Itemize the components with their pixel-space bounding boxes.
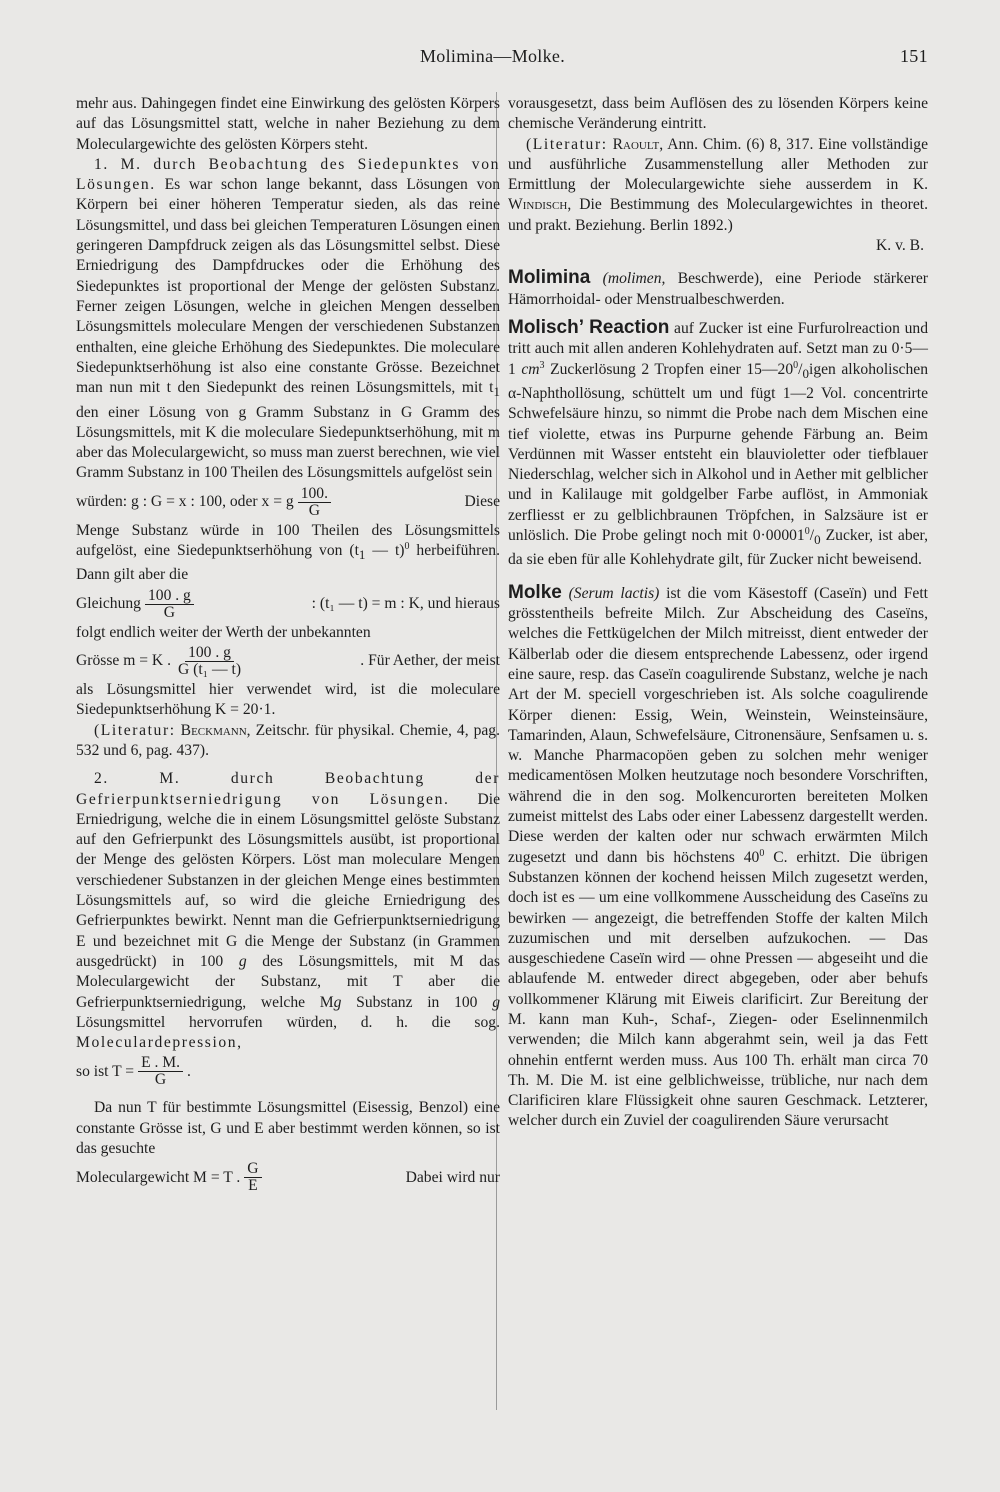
paragraph-gefrierpunkt: 2. M. durch Beobachtung der Gefrierpunktserniedrigung von Lösungen. Die Erniedrigung, welche die in einem Lösungsmittel gelöste Substanz auf den Gefrierpunkt des Lösungsmittels ausübt, ist proportional der Menge des gelösten Körpers. Löst man moleculare Mengen verschiedener Substanzen in der gleichen Menge eines bestimmten Lösungsmittels auf, so wird die gleiche Erniedrigung des Gefrierpunktes bewirkt. Nennt man die Gefrierpunktserniedrigung E und bezeichnet mit G die Menge der Substanz (in Grammen ausgedrückt) in 100 g des Lösungsmittels, mit M das Moleculargewicht der Substanz, mit T aber die Gefrierpunktserniedrigung, welche Mg Substanz in 100 g Lösungsmittel hervorrufen würden, d. h. die sog. Moleculardepression, (76, 770, 501, 1052)
paragraph-vorausgesetzt: vorausgesetzt, dass beim Auflösen des zu lösenden Körpers keine chemische Veränderung eintritt. (508, 95, 928, 133)
entry-molisch: Molisch’ Reaction auf Zucker ist eine Furfurolreaction und tritt auch mit allen anderen Kohlehydraten auf. Setzt man zu 0·5—1 $cm^3$ Zuckerlösung 2 Tropfen einer $15—20^0/_0igen$ alkoholischen α-Naphthollösung, schüttelt um und fügt 1—2 Vol. concentrirte Schwefelsäure hinzu, so nimmt die Probe nach dem Mischen eine tief violette, etwas ins Purpurne gehende Färbung an. Beim Verdünnen mit Wasser entsteht ein blauvioletter oder tiefblauer Niederschlag, welcher sich in Alkohol und in Aether mit gelblicher und in Kalilauge mit goldgelber Farbe auflöst, in Ammoniak zerfliesst er zu gelblichbraunen Tröpfchen, in Salzsäure ist er unlöslich. Die Probe gelingt noch mit $0\cdot 00001^0/_0$ Zucker, ist aber, da sie eben für alle Kohlehydrate gilt, für Zucker nicht beweisend. (508, 316, 929, 569)
formula-m: Grösse m = K . $\frac{100 . g}{\text{G (t₁ — t)}}$ . Für Aether, der meist (76, 644, 500, 679)
literature-beckmann: (Literatur: Beckmann, Zeitschr. für physikal. Chemie, 4, pag. 532 und 6, pag. 437). (76, 721, 501, 759)
fraction-moleculargewicht: $\frac{G}{E}$ (244, 1161, 261, 1194)
fraction-gleichung: $\frac{100 . g}{G}$ (145, 588, 194, 621)
fraction-m: $\frac{100 . g}{\text{G (t₁ — t)}}$ (178, 644, 242, 679)
section-lead-siedepunkt: 1. M. durch Beobachtung des Siedepunktes von Lösungen. (76, 155, 500, 194)
literature-raoult: (Literatur: Raoult, Ann. Chim. (6) 8, 317. Eine vollständige und ausführliche Zusammenstellung aller Methoden zur Ermittlung der Moleculargewichte siehe ausserdem in K. Windisch, Die Bestimmung des Moleculargewichtes in theoret. und prakt. Beziehung. Berlin 1892.) (508, 135, 928, 234)
fraction-t: $\frac{E . M.}{G}$ (138, 1055, 183, 1088)
section-lead-gefrierpunkt: 2. M. durch Beobachtung der Gefrierpunktserniedrigung von Lösungen. (76, 770, 500, 808)
entry-title-molisch: Molisch’ Reaction (508, 316, 670, 338)
paragraph-aether: als Lösungsmittel hier verwendet wird, ist die moleculare Siedepunktserhöhung K = 20·1. (76, 681, 500, 719)
formula-x: würden: g : G = x : 100, oder x = g $\frac{100.}{G}$ Diese (76, 484, 500, 519)
entry-title-molimina: Molimina (508, 267, 591, 289)
entry-title-molke: Molke (508, 581, 562, 603)
formula-moleculargewicht: Moleculargewicht M = T . $\frac{G}{E}$ Dabei wird nur (76, 1160, 500, 1195)
formula-gleichung: Gleichung $\frac{100 . g}{G}$ : (t₁ — t) = m : K, und hieraus (76, 586, 500, 621)
right-column (508, 94, 928, 1132)
author-signature: K. v. B. (876, 237, 924, 255)
paragraph-werth: folgt endlich weiter der Werth der unbekannten (76, 623, 371, 641)
entry-molimina: Molimina (molimen, Beschwerde), eine Periode stärkerer Hämorrhoidal- oder Menstrualbeschwerden. (508, 267, 928, 308)
page-header (0, 44, 1000, 74)
entry-molke: Molke (Serum lactis) ist die vom Käsestoff (Caseïn) und Fett grösstentheils befreite Milch. Zur Abscheidung des Caseïns, welches die Fettkügelchen der Milch mitreisst, dient entweder der Kälberlab oder die diesem entsprechende Labessenz, oder irgend eine saure, resp. das Caseïn coagulirende Substanz, welche je nach Art der M. speciell vorgeschrieben ist. Als solche coagulirende Körper dienen: Essig, Wein, Weinstein, Weinsteinsäure, Tamarinden, Alaun, Schwefelsäure, Citronensäure, Senfsamen u. s. w. Manche Pharmacopöen geben zu solchen mehr weniger medicamentösen Molken heutzutage noch besondere Vorschriften, während die in den sog. Molkencurorten bereiteten Molken zumeist mittelst des Labs oder einer Labessenz dargestellt werden. Diese werden der kalten oder nur schwach erwärmten Milch zugesetzt und dann bis höchstens $40^0$ C. erhitzt. Die übrigen Substanzen können der kochend heissen Milch zugesetzt werden, doch ist es — um eine vollkommene Ausscheidung des Caseïns zu bewirken — angezeigt, die betreffenden Stoffe der kalten Milch zuzumischen und mit derselben aufzukochen. — Das ausgeschiedene Caseïn wird — ohne Pressen — abgeseiht und die ablaufende M. entweder direct abgegeben, oder aber behufs vollkommener Klärung mit Eiweis clarificirt. Zur Bereitung der M. kann man Kuh-, Schaf-, Ziegen- oder Eselinnenmilch verwenden; die Milch kann abgerahmt sein, weil ja das Fett ohnehin entfernt werden muss. Aus 100 Th. erhält man circa 70 Th. M. Die M. ist eine gelblichweisse, trübliche, nur nach dem Clarificiren klare Flüssigkeit ohne sauren Geschmack. Letzterer, welcher durch ein Zuviel der coagulirenden Säure verursacht (508, 581, 929, 1130)
paragraph-erhoehung: Menge Substanz würde in 100 Theilen des Lösungsmittels aufgelöst, eine Siedepunktserhöhung von ($t_1$ — t)$^0$ herbeiführen. Dann gilt aber die (76, 521, 500, 584)
formula-t: so ist T = $\frac{E . M.}{G}$ . (76, 1054, 191, 1089)
paragraph-intro: mehr aus. Dahingegen findet eine Einwirkung des gelösten Körpers auf das Lösungsmittel statt, welche in naher Beziehung zu dem Moleculargewichte des gelösten Körpers steht. (76, 95, 500, 153)
paragraph-siedepunkt: 1. M. durch Beobachtung des Siedepunktes von Lösungen. Es war schon lange bekannt, dass Lösungen von Körpern bei einer höheren Temperatur sieden, als das reine Lösungsmittel, und dass bei gleichen Temperaturen Lösungen einen geringeren Dampfdruck zeigen als das Lösungsmittel selbst. Diese Erniedrigung des Dampfdruckes oder die Erhöhung des Siedepunktes ist proportional der Menge der gelösten Substanz. Ferner zeigen Lösungen, welche in gleichen Mengen desselben Lösungsmittels moleculare Mengen der verschiedenen Substanzen enthalten, eine gleiche Erhöhung des Siedepunktes. Die moleculare Siedepunktserhöhung ist also eine constante Grösse. Bezeichnet man nun mit t den Siedepunkt des reinen Lösungsmittels, mit $t_1$ den einer Lösung von g Gramm Substanz in G Gramm des Lösungsmittels, mit K die moleculare Siedepunktserhöhung, mit m aber das Moleculargewicht, so muss man zuerst berechnen, wie viel Gramm Substanz in 100 Theilen des Lösungsmittels aufgelöst sein (76, 155, 500, 482)
left-column (76, 94, 500, 1196)
fraction-x: $\frac{100.}{G}$ (298, 486, 331, 519)
running-title: Molimina—Molke. (420, 46, 565, 66)
paragraph-eisessig: Da nun T für bestimmte Lösungsmittel (Eisessig, Benzol) eine constante Grösse ist, G und E aber bestimmt werden können, so ist das gesuchte (76, 1099, 500, 1157)
page-number: 151 (900, 46, 928, 66)
